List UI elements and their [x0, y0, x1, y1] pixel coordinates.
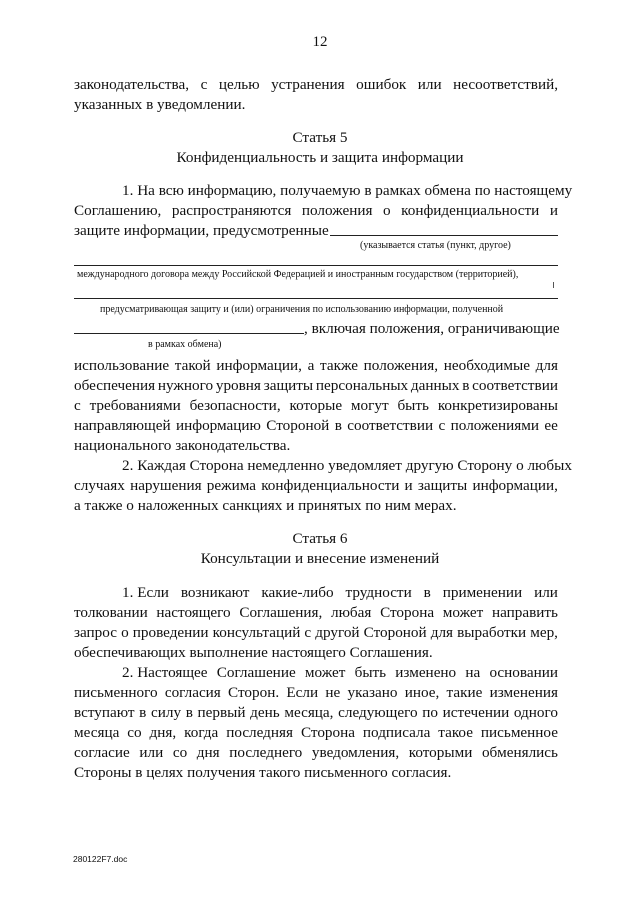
word: о — [383, 202, 391, 219]
word: ее — [544, 417, 558, 434]
word: устранения — [271, 76, 345, 93]
word: и — [404, 477, 413, 494]
note-article-reference: (указывается статья (пункт, другое) — [360, 240, 511, 251]
word: может — [442, 604, 484, 621]
word: защиты — [417, 477, 468, 494]
word: соответствии — [472, 377, 558, 394]
article-5-title: Конфиденциальность и защита информации — [176, 149, 464, 166]
word: любая — [330, 604, 372, 621]
word: для — [535, 357, 558, 374]
word: основании — [489, 664, 558, 681]
word: персональных — [315, 377, 409, 394]
word: применении — [442, 584, 523, 601]
article-6-title: Консультации и внесение изменений — [200, 550, 440, 567]
a6-p2-line-2 — [74, 683, 558, 703]
a6-p2-line-5 — [74, 743, 558, 763]
word: Соглашению, — [74, 202, 162, 219]
word: и — [549, 202, 558, 219]
word: соответствии — [347, 417, 434, 434]
word: какие-либо — [261, 584, 334, 601]
word: 2. Настоящее — [122, 664, 208, 681]
word: трудности — [345, 584, 412, 601]
word: выработки — [457, 624, 527, 641]
word: или — [417, 76, 442, 93]
word: настоящего — [156, 604, 231, 621]
a5-p1-line-5 — [74, 356, 558, 376]
word: конфиденциальности — [261, 477, 400, 494]
word: дня — [196, 744, 220, 761]
a5-p1-line-1: 1. На всю информацию, получаемую в рамках обмена по настоящему — [122, 182, 573, 199]
word: Стороной — [363, 624, 427, 641]
a5-p1-line-8 — [74, 416, 558, 436]
word: Сторон. — [228, 684, 280, 701]
footer-file-code: 280122F7.doc — [73, 854, 128, 864]
word: одного — [513, 704, 558, 721]
word: изменено — [395, 664, 457, 681]
word: положения, — [363, 357, 439, 374]
page-number: 12 — [312, 34, 328, 50]
word: такое — [438, 724, 473, 741]
a5-p1-line-6 — [74, 376, 558, 396]
word: быть — [354, 664, 387, 681]
word: обеспечения — [74, 377, 156, 394]
word: возникают — [180, 584, 250, 601]
word: Соглашение — [216, 664, 296, 681]
word: в — [139, 704, 147, 721]
word: силу — [151, 704, 182, 721]
word: Соглашения, — [239, 604, 323, 621]
word: месяца, — [284, 704, 334, 721]
word: могут — [350, 397, 389, 414]
note-protection-restrictions: предусматривающая защиту и (или) ограничения по использованию информации, полученной — [100, 304, 504, 315]
word: письменного — [74, 684, 158, 701]
word: которые — [289, 397, 343, 414]
word: или — [139, 744, 164, 761]
word: положения — [301, 202, 373, 219]
word: быть — [397, 397, 429, 414]
word: положениями — [450, 417, 540, 434]
word: иное, — [404, 684, 440, 701]
word: истечении — [442, 704, 510, 721]
blank-line-3 — [74, 298, 558, 299]
word: подписала — [362, 724, 431, 741]
word: защиты — [263, 377, 314, 394]
a6-p2-line-3 — [74, 703, 558, 723]
word: Стороной — [266, 417, 330, 434]
word: первый — [197, 704, 246, 721]
word: на — [465, 664, 481, 681]
word: уровня — [215, 377, 261, 394]
note-international-treaty: международного договора между Российской Федерацией и иностранным государством (территорией), — [77, 269, 519, 280]
blank-line-1 — [330, 235, 558, 236]
word: режима — [206, 477, 257, 494]
word: а — [307, 357, 315, 374]
word: с — [438, 417, 446, 434]
word: также — [320, 357, 358, 374]
word: Если — [286, 684, 319, 701]
word: направляющей — [74, 417, 171, 434]
word: со — [127, 724, 142, 741]
word: когда — [184, 724, 219, 741]
word: необходимые — [443, 357, 530, 374]
word: распространяются — [171, 202, 292, 219]
word: в — [462, 377, 470, 394]
a6-p1-line-2 — [74, 603, 558, 623]
a5-p2-line-2 — [74, 476, 558, 496]
a5-p1-line-3: защите информации, предусмотренные — [74, 222, 329, 239]
word: следующего — [338, 704, 418, 721]
word: безопасности, — [189, 397, 281, 414]
a6-p1-line-4: обеспечивающих выполнение настоящего Соглашения. — [74, 644, 433, 661]
a5-p1-line-2 — [74, 201, 558, 221]
word: с — [200, 76, 208, 93]
word: законодательства, — [74, 76, 190, 93]
word: может — [304, 664, 346, 681]
word: Сторона — [300, 724, 355, 741]
a6-p2-line-1 — [122, 663, 558, 683]
word: конкретизированы — [437, 397, 558, 414]
word: согласие — [74, 744, 130, 761]
word: в — [185, 704, 193, 721]
word: Сторона — [380, 604, 435, 621]
word: ошибок — [356, 76, 407, 93]
word: последнего — [229, 744, 303, 761]
a5-p1-line-4-tail: , включая положения, ограничивающие — [304, 320, 560, 337]
a5-p2-line-3: а также о наложенных санкциях и принятых по ним мерах. — [74, 497, 457, 514]
word: требованиями — [89, 397, 181, 414]
word: или — [534, 584, 558, 601]
word: обменялись — [481, 744, 558, 761]
word: в — [423, 584, 431, 601]
word: случаях — [74, 477, 125, 494]
intro-line-1 — [74, 75, 558, 95]
word: уведомления, — [311, 744, 400, 761]
a6-p2-line-4 — [74, 723, 558, 743]
word: данных — [410, 377, 460, 394]
word: с — [74, 397, 81, 414]
word: консультаций — [212, 624, 301, 641]
a6-p2-line-6: Стороны в целях получения такого письменного согласия. — [74, 764, 452, 781]
word: целью — [218, 76, 260, 93]
word: несоответствий, — [453, 76, 558, 93]
word: письменное — [480, 724, 558, 741]
blank-line-4 — [74, 333, 304, 334]
word: проведении — [132, 624, 209, 641]
word: информации, — [472, 477, 558, 494]
word: нужного — [157, 377, 214, 394]
word: для — [430, 624, 454, 641]
word: нарушения — [130, 477, 202, 494]
word: направить — [491, 604, 558, 621]
word: в — [334, 417, 342, 434]
word: день — [250, 704, 280, 721]
word: с — [304, 624, 312, 641]
word: со — [172, 744, 188, 761]
word: о — [121, 624, 129, 641]
word: другой — [315, 624, 360, 641]
a5-p2-line-1: 2. Каждая Сторона немедленно уведомляет другую Сторону о любых — [122, 457, 572, 474]
word: изменения — [489, 684, 558, 701]
blank-line-2 — [74, 265, 558, 266]
word: информацию — [175, 417, 261, 434]
word: вступают — [74, 704, 135, 721]
word: использование — [74, 357, 170, 374]
word: такой — [174, 357, 211, 374]
article-5-number: Статья 5 — [292, 129, 348, 146]
note-within-exchange: в рамках обмена) — [148, 339, 222, 350]
word: последняя — [226, 724, 294, 741]
a6-p1-line-3 — [74, 623, 558, 643]
a6-p1-line-1 — [122, 583, 558, 603]
word: конфиденциальности — [401, 202, 540, 219]
word: 1. Если — [122, 584, 169, 601]
word: информации, — [216, 357, 302, 374]
word: толковании — [74, 604, 148, 621]
word: дня, — [149, 724, 177, 741]
article-6-number: Статья 6 — [292, 530, 348, 547]
margin-tick — [553, 282, 554, 288]
a5-p1-line-9: национального законодательства. — [74, 437, 291, 454]
word: мер, — [530, 624, 558, 641]
word: указано — [347, 684, 398, 701]
word: не — [325, 684, 341, 701]
intro-line-2: указанных в уведомлении. — [74, 96, 246, 113]
a5-p1-line-7 — [74, 396, 558, 416]
word: такие — [446, 684, 483, 701]
word: по — [422, 704, 438, 721]
word: согласия — [164, 684, 221, 701]
word: которыми — [408, 744, 473, 761]
word: запрос — [74, 624, 117, 641]
word: месяца — [74, 724, 120, 741]
